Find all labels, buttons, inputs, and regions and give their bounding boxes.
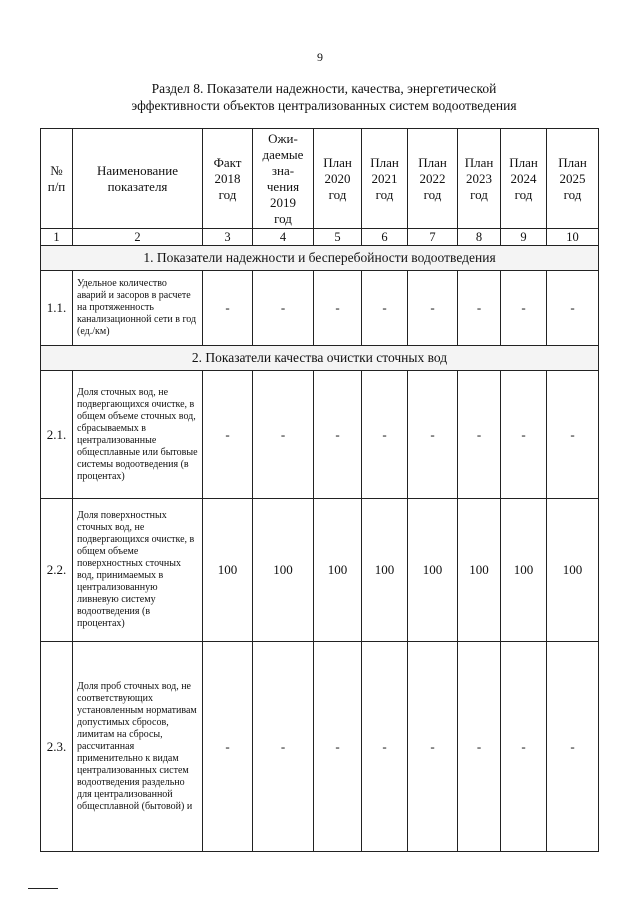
column-number: 1 xyxy=(41,229,73,246)
value-cell: - xyxy=(408,371,458,499)
value-cell: - xyxy=(408,271,458,346)
indicators-table xyxy=(40,128,599,852)
header-cell-4: Ожи- даемые зна- чения 2019 год xyxy=(253,129,314,229)
column-number: 9 xyxy=(501,229,547,246)
value-cell: - xyxy=(362,271,408,346)
value-cell: - xyxy=(547,271,599,346)
indicator-name: Доля проб сточных вод, не соответствующих установленным нормативам допустимых сбросов, лимитам на сбросы, рассчитанная применительно к видам централизованных систем водоотведения раздельно для централизованной общесплавной (бытовой) и xyxy=(73,642,203,852)
value-cell: - xyxy=(547,371,599,499)
header-cell-3: Факт 2018 год xyxy=(203,129,253,229)
value-cell: - xyxy=(458,371,501,499)
column-number: 5 xyxy=(314,229,362,246)
value-cell: - xyxy=(458,642,501,852)
indicator-name: Удельное количество аварий и засоров в расчете на протяженность канализационной сети в год (ед./км) xyxy=(73,271,203,346)
value-cell: 100 xyxy=(547,499,599,642)
value-cell: 100 xyxy=(458,499,501,642)
value-cell: - xyxy=(408,642,458,852)
value-cell: 100 xyxy=(203,499,253,642)
table-row xyxy=(41,642,599,852)
row-number: 2.1. xyxy=(41,371,73,499)
column-number: 3 xyxy=(203,229,253,246)
table-row xyxy=(41,499,599,642)
column-number: 8 xyxy=(458,229,501,246)
header-row xyxy=(41,129,599,229)
value-cell: - xyxy=(253,271,314,346)
column-number-row xyxy=(41,229,599,246)
row-number: 2.3. xyxy=(41,642,73,852)
column-number: 10 xyxy=(547,229,599,246)
value-cell: 100 xyxy=(408,499,458,642)
value-cell: 100 xyxy=(253,499,314,642)
header-cell-5: План 2020 год xyxy=(314,129,362,229)
value-cell: - xyxy=(314,371,362,499)
header-cell-8: План 2023 год xyxy=(458,129,501,229)
header-cell-10: План 2025 год xyxy=(547,129,599,229)
section-title xyxy=(60,80,588,114)
value-cell: - xyxy=(501,271,547,346)
table-row xyxy=(41,371,599,499)
section-title-line-1: Раздел 8. Показатели надежности, качества, энергетической xyxy=(151,81,497,96)
row-number: 2.2. xyxy=(41,499,73,642)
value-cell: - xyxy=(203,371,253,499)
section-heading-row xyxy=(41,246,599,271)
section-title-line-2: эффективности объектов централизованных систем водоотведения xyxy=(131,98,517,113)
section-heading: 1. Показатели надежности и бесперебойности водоотведения xyxy=(41,246,599,271)
value-cell: - xyxy=(501,371,547,499)
page-number: 9 xyxy=(317,50,323,64)
value-cell: - xyxy=(314,642,362,852)
header-cell-7: План 2022 год xyxy=(408,129,458,229)
table-row xyxy=(41,271,599,346)
indicator-name: Доля поверхностных сточных вод, не подвергающихся очистке, в общем объеме поверхностных сточных вод, принимаемых в централизованную ливневую систему водоотведения (в процентах) xyxy=(73,499,203,642)
indicator-name: Доля сточных вод, не подвергающихся очистке, в общем объеме сточных вод, сбрасываемых в централизованные общесплавные или бытовые системы водоотведения (в процентах) xyxy=(73,371,203,499)
column-number: 4 xyxy=(253,229,314,246)
header-cell-9: План 2024 год xyxy=(501,129,547,229)
value-cell: 100 xyxy=(362,499,408,642)
footnote-separator xyxy=(28,888,58,889)
value-cell: - xyxy=(547,642,599,852)
column-number: 6 xyxy=(362,229,408,246)
header-cell-1: № п/п xyxy=(41,129,73,229)
column-number: 2 xyxy=(73,229,203,246)
section-heading-row xyxy=(41,346,599,371)
section-heading: 2. Показатели качества очистки сточных вод xyxy=(41,346,599,371)
value-cell: - xyxy=(362,371,408,499)
value-cell: - xyxy=(203,271,253,346)
value-cell: - xyxy=(362,642,408,852)
row-number: 1.1. xyxy=(41,271,73,346)
value-cell: - xyxy=(253,642,314,852)
header-cell-6: План 2021 год xyxy=(362,129,408,229)
value-cell: 100 xyxy=(314,499,362,642)
column-number: 7 xyxy=(408,229,458,246)
value-cell: 100 xyxy=(501,499,547,642)
value-cell: - xyxy=(314,271,362,346)
header-cell-2: Наименование показателя xyxy=(73,129,203,229)
value-cell: - xyxy=(458,271,501,346)
value-cell: - xyxy=(253,371,314,499)
value-cell: - xyxy=(203,642,253,852)
value-cell: - xyxy=(501,642,547,852)
